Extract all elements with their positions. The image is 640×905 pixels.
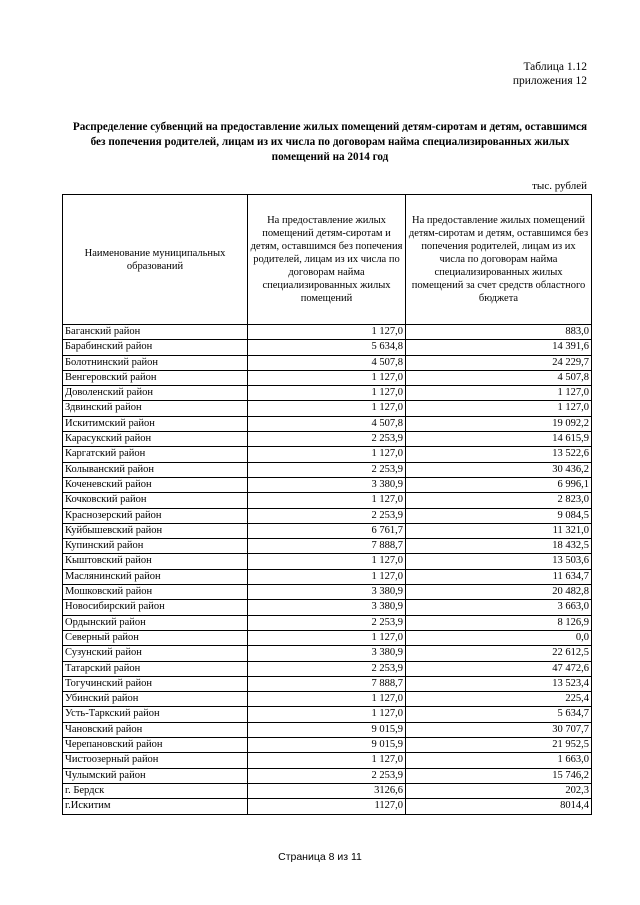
- cell-housing-value: 1 127,0: [248, 401, 406, 416]
- table-row: [63, 661, 592, 676]
- table-row: [63, 585, 592, 600]
- cell-housing-value: 1 127,0: [248, 569, 406, 584]
- table-row: [63, 477, 592, 492]
- column-header-housing: На предоставление жилых помещений детям-сиротам и детям, оставшимся без попечения родителей, лицам из их числа по договорам найма специализированных жилых помещений: [248, 195, 406, 325]
- cell-housing-value: 3 380,9: [248, 600, 406, 615]
- table-number-line: Таблица 1.12: [523, 61, 587, 73]
- cell-regional-value: 3 663,0: [406, 600, 592, 615]
- cell-regional-value: 19 092,2: [406, 416, 592, 431]
- table-row: [63, 783, 592, 798]
- cell-municipality: Ордынский район: [63, 615, 248, 630]
- cell-regional-value: 13 522,6: [406, 447, 592, 462]
- cell-municipality: Татарский район: [63, 661, 248, 676]
- document-title: Распределение субвенций на предоставление жилых помещений детям-сиротам и детям, оставшимся без попечения родителей, лицам из их числа по договорам найма специализированных жилых помещений на 2014 год: [72, 121, 588, 163]
- cell-housing-value: 1 127,0: [248, 630, 406, 645]
- table-row: [63, 447, 592, 462]
- table-row: [63, 325, 592, 340]
- table-row: [63, 523, 592, 538]
- cell-regional-value: 18 432,5: [406, 539, 592, 554]
- cell-regional-value: 883,0: [406, 325, 592, 340]
- cell-municipality: Сузунский район: [63, 646, 248, 661]
- table-row: [63, 676, 592, 691]
- table-row: [63, 416, 592, 431]
- cell-housing-value: 6 761,7: [248, 523, 406, 538]
- cell-housing-value: 2 253,9: [248, 432, 406, 447]
- cell-housing-value: 1 127,0: [248, 386, 406, 401]
- cell-municipality: Усть-Таркский район: [63, 707, 248, 722]
- page-footer: Страница 8 из 11: [278, 851, 362, 863]
- cell-municipality: Каргатский район: [63, 447, 248, 462]
- cell-housing-value: 2 253,9: [248, 661, 406, 676]
- cell-municipality: Искитимский район: [63, 416, 248, 431]
- cell-regional-value: 2 823,0: [406, 493, 592, 508]
- table-row: [63, 432, 592, 447]
- table-row: [63, 355, 592, 370]
- table-row: [63, 600, 592, 615]
- cell-housing-value: 9 015,9: [248, 738, 406, 753]
- table-number: [513, 60, 587, 88]
- cell-regional-value: 225,4: [406, 692, 592, 707]
- cell-regional-value: 30 707,7: [406, 722, 592, 737]
- cell-regional-value: 13 523,4: [406, 676, 592, 691]
- cell-housing-value: 3 380,9: [248, 646, 406, 661]
- cell-municipality: Кочковский район: [63, 493, 248, 508]
- cell-housing-value: 1127,0: [248, 799, 406, 814]
- cell-municipality: Убинский район: [63, 692, 248, 707]
- cell-regional-value: 20 482,8: [406, 585, 592, 600]
- subvention-table: [62, 194, 592, 815]
- table-row: [63, 646, 592, 661]
- cell-municipality: Коченевский район: [63, 477, 248, 492]
- cell-housing-value: 3126,6: [248, 783, 406, 798]
- appendix-line: приложения 12: [512, 75, 587, 87]
- cell-housing-value: 2 253,9: [248, 615, 406, 630]
- cell-regional-value: 14 615,9: [406, 432, 592, 447]
- cell-housing-value: 1 127,0: [248, 753, 406, 768]
- cell-housing-value: 2 253,9: [248, 508, 406, 523]
- cell-regional-value: 30 436,2: [406, 462, 592, 477]
- cell-municipality: Новосибирский район: [63, 600, 248, 615]
- table-row: [63, 554, 592, 569]
- cell-housing-value: 3 380,9: [248, 477, 406, 492]
- table-row: [63, 508, 592, 523]
- cell-municipality: Колыванский район: [63, 462, 248, 477]
- table-row: [63, 615, 592, 630]
- cell-municipality: Карасукский район: [63, 432, 248, 447]
- cell-housing-value: 4 507,8: [248, 355, 406, 370]
- cell-municipality: Черепановский район: [63, 738, 248, 753]
- cell-municipality: Мошковский район: [63, 585, 248, 600]
- table-row: [63, 539, 592, 554]
- cell-regional-value: 8 126,9: [406, 615, 592, 630]
- cell-municipality: г.Искитим: [63, 799, 248, 814]
- cell-regional-value: 15 746,2: [406, 768, 592, 783]
- cell-municipality: Здвинский район: [63, 401, 248, 416]
- cell-regional-value: 14 391,6: [406, 340, 592, 355]
- table-row: [63, 707, 592, 722]
- table-row: [63, 630, 592, 645]
- cell-housing-value: 1 127,0: [248, 493, 406, 508]
- cell-municipality: Венгеровский район: [63, 370, 248, 385]
- cell-regional-value: 202,3: [406, 783, 592, 798]
- cell-municipality: Чановский район: [63, 722, 248, 737]
- cell-regional-value: 9 084,5: [406, 508, 592, 523]
- cell-housing-value: 1 127,0: [248, 325, 406, 340]
- cell-municipality: Доволенский район: [63, 386, 248, 401]
- table-row: [63, 493, 592, 508]
- table-row: [63, 768, 592, 783]
- table-header-row: [63, 195, 592, 325]
- cell-municipality: Маслянинский район: [63, 569, 248, 584]
- table-row: [63, 370, 592, 385]
- table-row: [63, 340, 592, 355]
- cell-regional-value: 13 503,6: [406, 554, 592, 569]
- cell-municipality: Тогучинский район: [63, 676, 248, 691]
- cell-housing-value: 1 127,0: [248, 554, 406, 569]
- cell-housing-value: 1 127,0: [248, 447, 406, 462]
- table-row: [63, 401, 592, 416]
- cell-municipality: Краснозерский район: [63, 508, 248, 523]
- table-row: [63, 569, 592, 584]
- cell-housing-value: 3 380,9: [248, 585, 406, 600]
- cell-regional-value: 21 952,5: [406, 738, 592, 753]
- cell-housing-value: 1 127,0: [248, 692, 406, 707]
- cell-regional-value: 1 127,0: [406, 401, 592, 416]
- cell-regional-value: 11 321,0: [406, 523, 592, 538]
- cell-regional-value: 24 229,7: [406, 355, 592, 370]
- column-header-regional-budget: На предоставление жилых помещений детям-сиротам и детям, оставшимся без попечения родителей, лицам из их числа по договорам найма специализированных жилых помещений за счет средств областного бюджета: [406, 195, 592, 325]
- cell-housing-value: 7 888,7: [248, 676, 406, 691]
- cell-regional-value: 8014,4: [406, 799, 592, 814]
- table-body: [63, 325, 592, 815]
- column-header-municipality: Наименование муниципальных образований: [63, 195, 248, 325]
- units-label: тыс. рублей: [532, 180, 587, 192]
- cell-municipality: Северный район: [63, 630, 248, 645]
- cell-housing-value: 1 127,0: [248, 707, 406, 722]
- cell-municipality: Кыштовский район: [63, 554, 248, 569]
- cell-municipality: Болотнинский район: [63, 355, 248, 370]
- cell-housing-value: 7 888,7: [248, 539, 406, 554]
- table-row: [63, 799, 592, 814]
- table-row: [63, 386, 592, 401]
- cell-regional-value: 4 507,8: [406, 370, 592, 385]
- table-row: [63, 692, 592, 707]
- cell-municipality: Куйбышевский район: [63, 523, 248, 538]
- cell-regional-value: 47 472,6: [406, 661, 592, 676]
- cell-municipality: Барабинский район: [63, 340, 248, 355]
- cell-municipality: Чистоозерный район: [63, 753, 248, 768]
- cell-municipality: Баганский район: [63, 325, 248, 340]
- table-row: [63, 462, 592, 477]
- cell-regional-value: 1 127,0: [406, 386, 592, 401]
- table-row: [63, 722, 592, 737]
- cell-housing-value: 2 253,9: [248, 768, 406, 783]
- cell-housing-value: 4 507,8: [248, 416, 406, 431]
- table-row: [63, 753, 592, 768]
- table-row: [63, 738, 592, 753]
- cell-housing-value: 5 634,8: [248, 340, 406, 355]
- cell-housing-value: 2 253,9: [248, 462, 406, 477]
- cell-housing-value: 1 127,0: [248, 370, 406, 385]
- cell-municipality: Чулымский район: [63, 768, 248, 783]
- cell-housing-value: 9 015,9: [248, 722, 406, 737]
- cell-municipality: г. Бердск: [63, 783, 248, 798]
- cell-regional-value: 11 634,7: [406, 569, 592, 584]
- cell-regional-value: 0,0: [406, 630, 592, 645]
- cell-regional-value: 5 634,7: [406, 707, 592, 722]
- cell-municipality: Купинский район: [63, 539, 248, 554]
- cell-regional-value: 22 612,5: [406, 646, 592, 661]
- cell-regional-value: 6 996,1: [406, 477, 592, 492]
- cell-regional-value: 1 663,0: [406, 753, 592, 768]
